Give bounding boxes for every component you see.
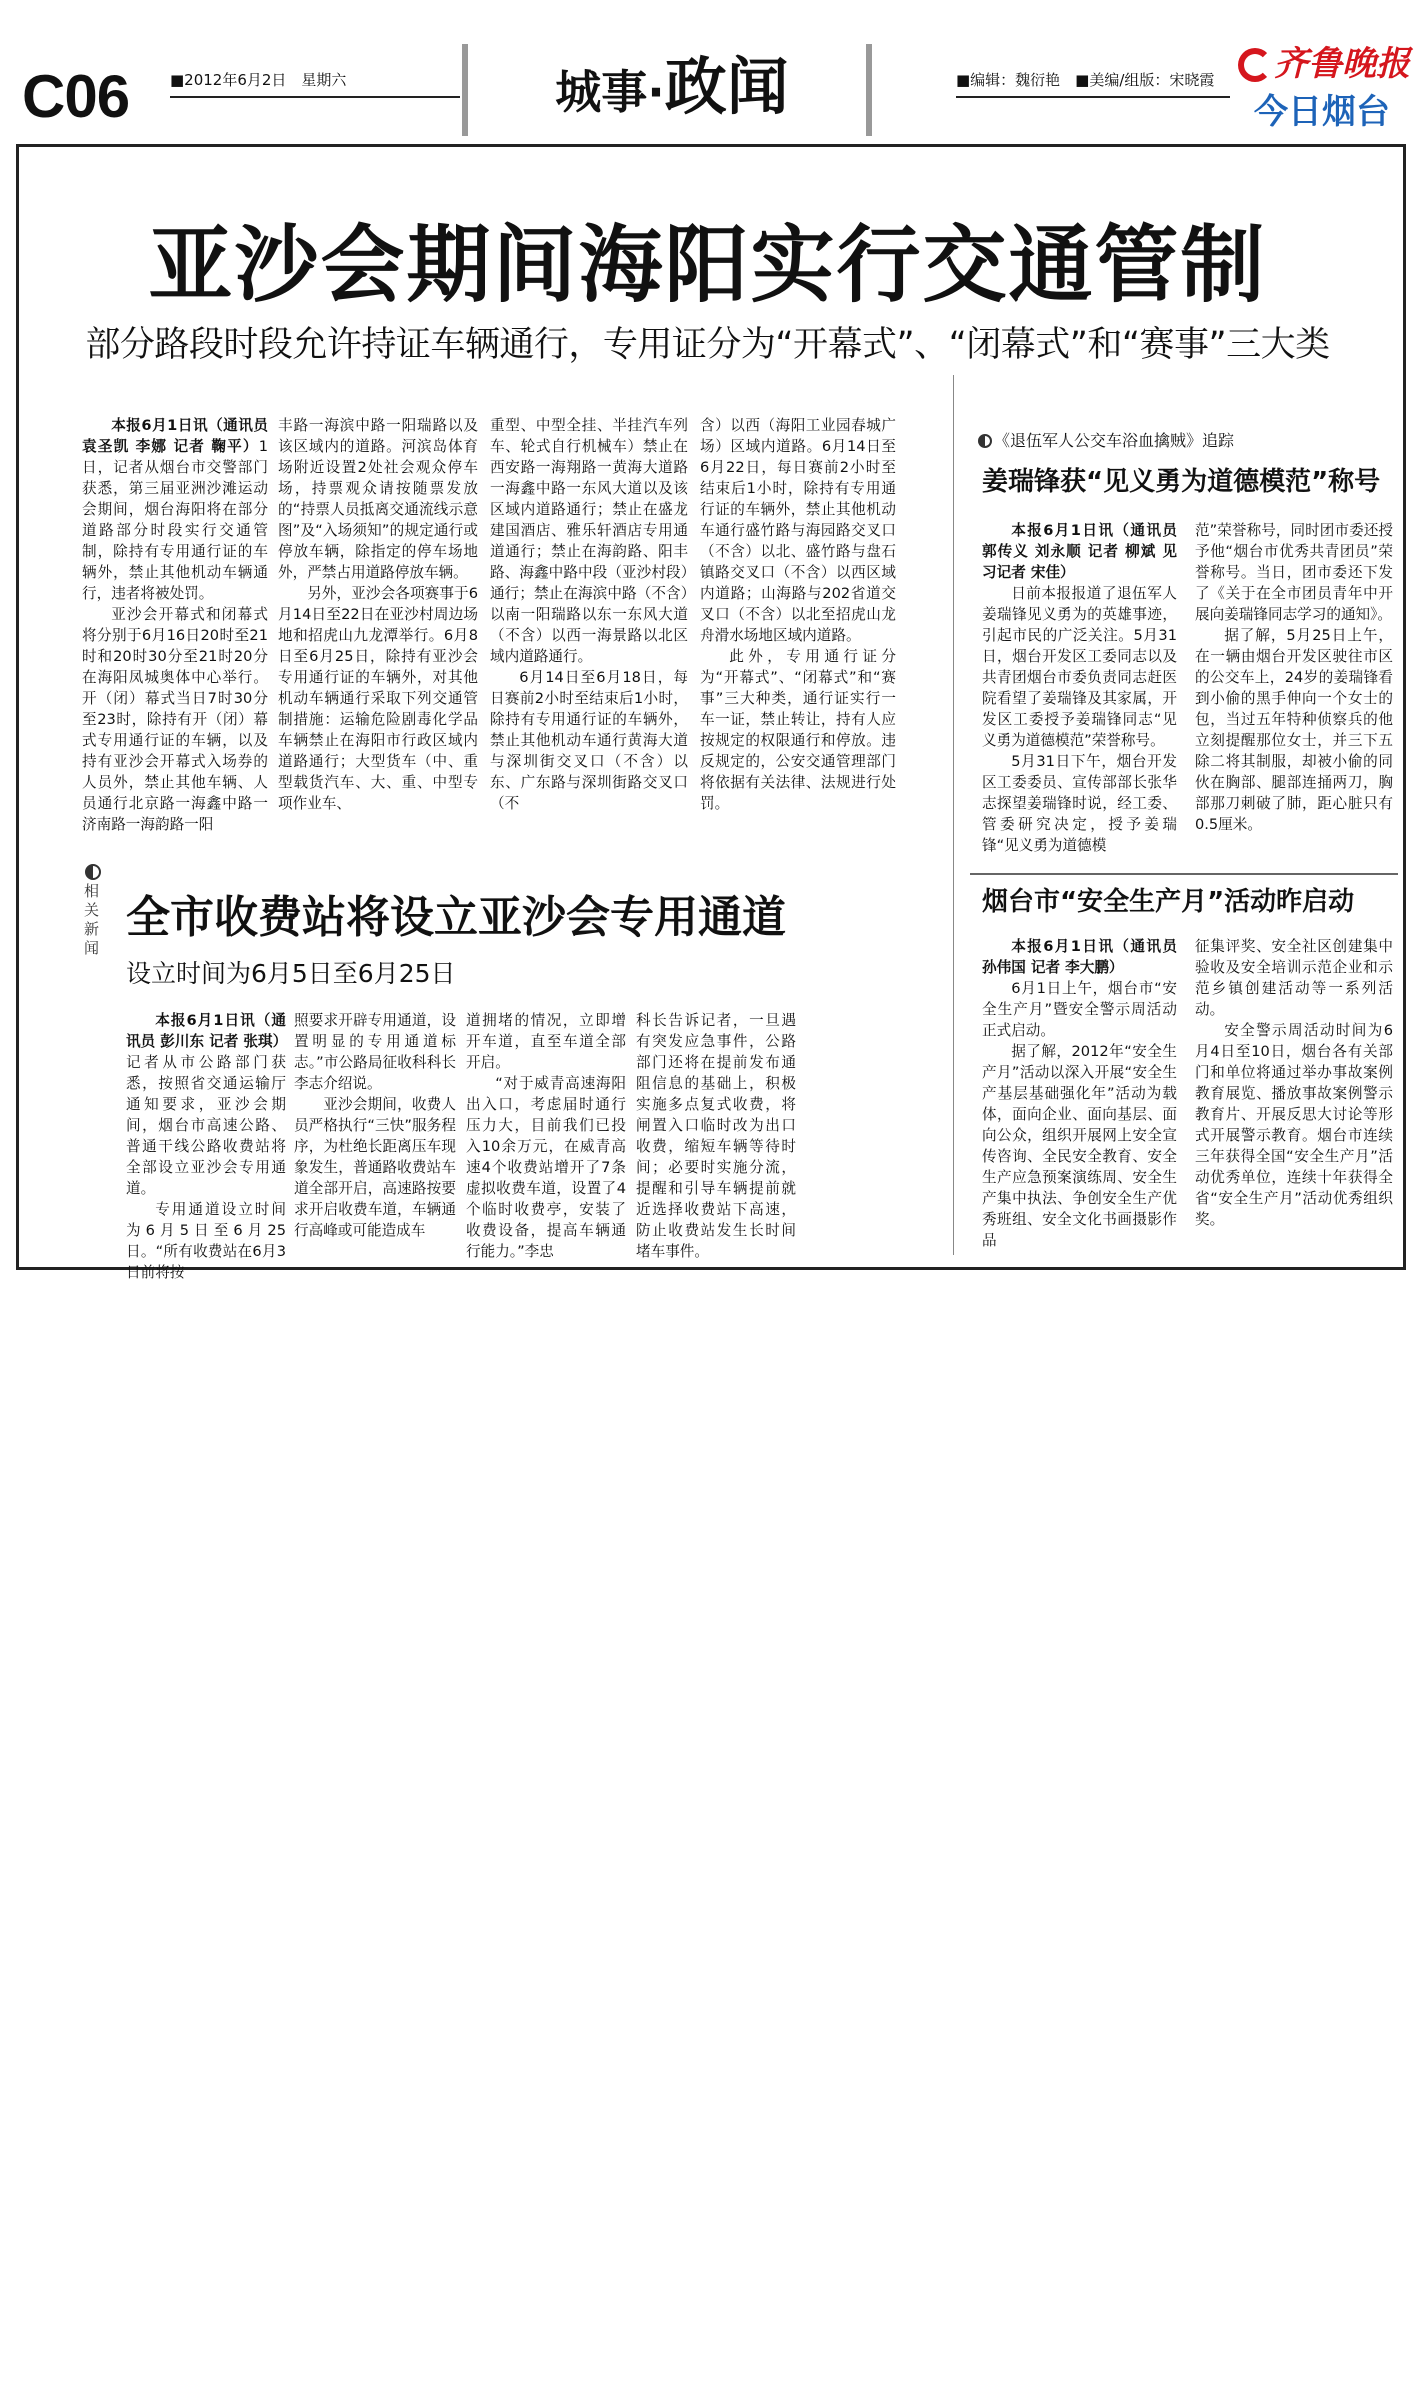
main-paragraph: 此外，专用通行证分为“开幕式”、“闭幕式”和“赛事”三大种类，通行证实行一车一证，禁止转让，持有人应按规定的权限通行和停放。违反规定的，公安交通管理部门将依据有关法律、法规进行处罚。: [700, 648, 896, 812]
related-paragraph: “对于威青高速海阳出入口，考虑届时通行压力大，目前我们已投入10余万元，在威青高速4个收费站增开了7条虚拟收费车道，设置了4个临时收费亭，安装了收费设备，提高车辆通行能力。”李忠: [466, 1075, 626, 1260]
side-paragraph: 日前本报报道了退伍军人姜瑞锋见义勇为的英雄事迹，引起市民的广泛关注。5月31日，烟台开发区工委同志以及共青团烟台市委负责同志赶医院看望了姜瑞锋及其家属，开发区工委授予姜瑞锋同志“见义勇为道德模范”荣誉称号。: [982, 585, 1177, 749]
main-article-column-2: [278, 415, 478, 845]
main-paragraph: 丰路一海滨中路一阳瑞路以及该区域内的道路。河滨岛体育场附近设置2处社会观众停车场，持票观众请按随票发放的“持票人员抵离交通流线示意图”及“入场须知”的规定通行或停放车辆，除指定的停车场地外，严禁占用道路停放车辆。: [278, 417, 478, 581]
publication-date: ■2012年6月2日 星期六: [170, 71, 347, 89]
page-number: C06: [22, 63, 130, 130]
related-byline: 本报6月1日讯（通讯员 彭川东 记者 张琪）: [126, 1012, 288, 1050]
related-paragraph: 道拥堵的情况，立即增开车道，直至车道全部开启。: [466, 1012, 626, 1071]
main-paragraph: 另外，亚沙会各项赛事于6月14日至22日在亚沙村周边场地和招虎山九龙潭举行。6月8日至6月25日，除持有亚沙会专用通行证的车辆外，对其他机动车辆通行采取下列交通管制措施：运输危险剧毒化学品车辆禁止在海阳市行政区域内道路通行；大型货车（中、重型载货汽车、大、重、中型专项作业车、: [278, 585, 478, 812]
side-section-rule: [970, 873, 1398, 875]
logo-swirl-icon: [1238, 48, 1272, 82]
section-banner: [462, 36, 872, 136]
section-bar-right: [866, 44, 872, 136]
related-headline: 全市收费站将设立亚沙会专用通道: [126, 892, 786, 943]
side-article-1-headline: 姜瑞锋获“见义勇为道德模范”称号: [982, 467, 1381, 497]
related-news-tag: 相关新闻: [84, 882, 100, 957]
side-paragraph: 据了解，2012年“安全生产月”活动以深入开展“安全生产基层基础强化年”活动为载体，面向企业、面向基层、面向公众，组织开展网上安全宣传咨询、全民安全教育、安全生产应急预案演练周、安全生产集中执法、争创安全生产优秀班组、安全文化书画摄影作品: [982, 1043, 1177, 1249]
main-paragraph: 1日，记者从烟台市交警部门获悉，第三届亚洲沙滩运动会期间，烟台海阳将在部分道路部分时段实行交通管制，除持有专用通行证的车辆外，禁止其他机动车辆通行，违者将被处罚。: [82, 438, 268, 602]
main-subheadline: 部分路段时段允许持证车辆通行，专用证分为“开幕式”、“闭幕式”和“赛事”三大类: [85, 325, 1330, 365]
column-divider: [953, 375, 954, 1255]
related-news-dot-icon: [85, 864, 101, 880]
side-paragraph: 范”荣誉称号，同时团市委还授予他“烟台市优秀共青团员”荣誉称号。当日，团市委还下发了《关于在全市团员青年中开展向姜瑞锋同志学习的通知》。: [1195, 522, 1393, 623]
related-article-column-4: [636, 1010, 796, 1260]
side-article-1-byline: 本报6月1日讯（通讯员 郭传义 刘永顺 记者 柳斌 见习记者 宋佳）: [982, 522, 1177, 581]
main-headline: 亚沙会期间海阳实行交通管制: [148, 216, 1267, 314]
page-header: [0, 0, 1417, 140]
side-article-1-tag: [978, 430, 1398, 452]
related-paragraph: 科长告诉记者，一旦遇有突发应急事件，公路部门还将在提前发布通阻信息的基础上，积极实施多点复式收费，将闸置入口临时改为出口收费，缩短车辆等待时间；必要时实施分流，提醒和引导车辆提前就近选择收费站下高速，防止收费站发生长时间堵车事件。: [636, 1012, 796, 1260]
header-rule-right: [956, 96, 1230, 98]
logo-text: 齐鲁晚报: [1274, 44, 1410, 84]
side-article-1-column-1: [982, 520, 1177, 870]
related-article-column-1: [126, 1010, 288, 1281]
editor-credits: ■编辑：魏衍艳 ■美编/组版：宋晓霞: [956, 71, 1215, 89]
section-main: 政闻: [664, 50, 789, 123]
side-paragraph: 据了解，5月25日上午，在一辆由烟台开发区驶往市区的公交车上，24岁的姜瑞锋看到小偷的黑手伸向一个女士的包，当过五年特种侦察兵的他立刻提醒那位女士，并三下五除二将其制服，却被小偷的同伙在胸部、腿部连捅两刀，胸部那刀刺破了肺，距心脏只有0.5厘米。: [1195, 627, 1393, 833]
side-article-1-tag-text: 《退伍军人公交车浴血擒贼》追踪: [994, 431, 1235, 450]
section-title: [492, 50, 852, 123]
related-subheadline: 设立时间为6月5日至6月25日: [126, 959, 456, 988]
related-paragraph: 专用通道设立时间为6月5日至6月25日。“所有收费站在6月3日前将按: [126, 1201, 286, 1281]
main-paragraph: 6月14日至6月18日，每日赛前2小时至结束后1小时，除持有专用通行证的车辆外，禁止其他机动车通行黄海大道与深圳街交叉口（不含）以东、广东路与深圳街路交叉口（不: [490, 669, 688, 812]
main-paragraph: 亚沙会开幕式和闭幕式将分别于6月16日20时至21时和20时30分至21时20分在海阳凤城奥体中心举行。开（闭）幕式当日7时30分至23时，除持有开（闭）幕式专用通行证的车辆，以及持有亚沙会开幕式入场券的人员外，禁止其他车辆、人员通行北京路一海鑫中路一济南路一海韵路一阳: [82, 606, 268, 833]
side-article-2-column-1: [982, 936, 1177, 1262]
tag-dot-icon: [978, 434, 992, 448]
section-prefix: 城事·: [555, 65, 665, 119]
related-paragraph: 照要求开辟专用通道，设置明显的专用通道标志。”市公路局征收科科长李志介绍说。: [294, 1012, 456, 1092]
side-paragraph: 安全警示周活动时间为6月4日至10日，烟台各有关部门和单位将通过举办事故案例教育展览、播放事故案例警示教育片、开展反思大讨论等形式开展警示教育。烟台市连续三年获得全国“安全生产月”活动优秀单位，连续十年获得全省“安全生产月”活动优秀组织奖。: [1195, 1022, 1393, 1228]
related-article-column-2: [294, 1010, 456, 1260]
main-article-column-3: [490, 415, 688, 845]
main-paragraph: 重型、中型全挂、半挂汽车列车、轮式自行机械车）禁止在西安路一海翔路一黄海大道路一海鑫中路一东风大道以及该区域内道路通行；禁止在盛龙建国酒店、雅乐轩酒店专用通道通行；禁止在海韵路、阳丰路、海鑫中路中段（亚沙村段）通行；禁止在海滨中路（不含）以南一阳瑞路以东一东风大道（不含）以西一海景路以北区域内道路通行。: [490, 417, 688, 665]
logo-subtitle: 今日烟台: [1254, 92, 1390, 132]
section-bar-left: [462, 44, 468, 136]
related-paragraph: 亚沙会期间，收费人员严格执行“三快”服务程序，为杜绝长距离压车现象发生，普通路收费站车道全部开启，高速路按要求开启收费车道，车辆通行高峰或可能造成车: [294, 1096, 456, 1239]
main-article-column-4: [700, 415, 896, 845]
related-article-column-3: [466, 1010, 626, 1260]
main-byline: 本报6月1日讯（通讯员 袁圣凯 李娜 记者 鞠平）: [82, 417, 268, 455]
main-article-column-1: [82, 415, 268, 845]
header-rule-left: [170, 96, 460, 98]
side-paragraph: 6月1日上午，烟台市“安全生产月”暨安全警示周活动正式启动。: [982, 980, 1177, 1039]
main-paragraph: 含）以西（海阳工业园春城广场）区域内道路。6月14日至6月22日，每日赛前2小时至结束后1小时，除持有专用通行证的车辆外，禁止其他机动车通行盛竹路与海园路交叉口（不含）以北、盛竹路与盘石镇路交叉口（不含）以西区域内道路；山海路与202省道交叉口（不含）以北至招虎山龙舟滑水场地区域内道路。: [700, 417, 896, 644]
related-paragraph: 记者从市公路部门获悉，按照省交通运输厅通知要求，亚沙会期间，烟台市高速公路、普通干线公路收费站将全部设立亚沙会专用通道。: [126, 1054, 286, 1197]
side-paragraph: 5月31日下午，烟台开发区工委委员、宣传部部长张华志探望姜瑞锋时说，经工委、管委研究决定，授予姜瑞锋“见义勇为道德模: [982, 753, 1177, 854]
side-article-2-headline: 烟台市“安全生产月”活动昨启动: [982, 887, 1355, 917]
side-paragraph: 征集评奖、安全社区创建集中验收及安全培训示范企业和示范乡镇创建活动等一系列活动。: [1195, 938, 1393, 1018]
side-article-2-column-2: [1195, 936, 1393, 1262]
newspaper-logo: [1238, 40, 1408, 140]
side-article-2-byline: 本报6月1日讯（通讯员 孙伟国 记者 李大鹏）: [982, 938, 1177, 976]
side-article-1-column-2: [1195, 520, 1393, 870]
